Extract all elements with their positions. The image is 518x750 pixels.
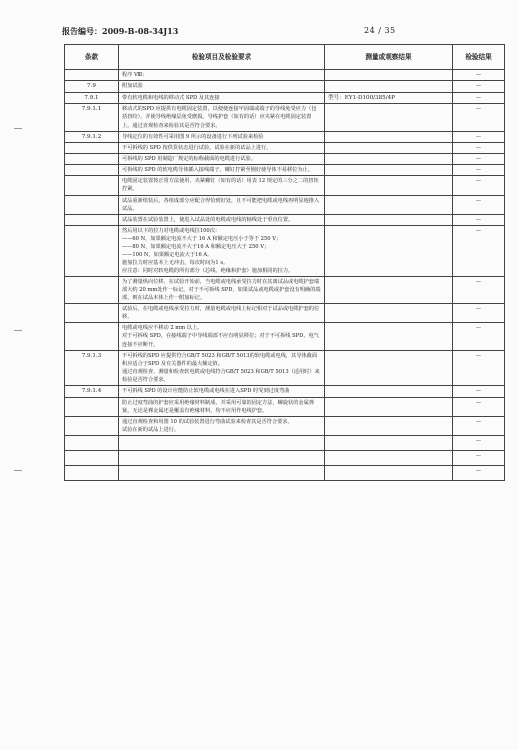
requirement-cell: 不可拆线 SPD 的设计应能防止软电缆或电线在进入SPD 时受到过度弯曲: [119, 385, 325, 397]
verdict-cell: —: [453, 70, 505, 81]
verdict-cell: —: [453, 450, 505, 465]
page-number: 24 / 35: [364, 26, 396, 35]
requirement-cell: 不可拆线的 SPD 按供货状态进行试验，试验在新的试品上进行。: [119, 143, 325, 154]
clause-cell: [65, 435, 119, 450]
requirement-cell: 可拆线的 SPD 的软电缆导体插入接线端子，螺钉拧紧至刚好使导体不易移位为止。: [119, 165, 325, 176]
verdict-cell: —: [453, 154, 505, 165]
verdict-cell: —: [453, 195, 505, 214]
margin-mark: [14, 470, 22, 471]
requirement-cell: 防止过度弯曲的护套应采用绝缘材料制成，并采用可靠的固定方法，螺旋状的金属弹簧，无论是裸金属还是覆盖有绝缘材料，均不应用作电线护套。: [119, 397, 325, 416]
table-row: [65, 92, 505, 104]
col-header-result: 测量或观察结果: [325, 45, 453, 70]
table-row: [65, 416, 505, 435]
verdict-cell: —: [453, 143, 505, 154]
requirement-cell: [119, 435, 325, 450]
table-row: [65, 214, 505, 225]
clause-cell: [65, 154, 119, 165]
clause-cell: [65, 165, 119, 176]
verdict-cell: —: [453, 92, 505, 104]
clause-cell: 7.9.1.1: [65, 104, 119, 131]
clause-cell: [65, 465, 119, 480]
clause-cell: [65, 397, 119, 416]
verdict-cell: —: [453, 323, 505, 350]
verdict-cell: —: [453, 416, 505, 435]
clause-cell: [65, 143, 119, 154]
verdict-cell: —: [453, 304, 505, 323]
table-row: [65, 323, 505, 350]
table-row: [65, 81, 505, 93]
col-header-clause: 条款: [65, 45, 119, 70]
verdict-cell: —: [453, 277, 505, 304]
clause-cell: [65, 70, 119, 81]
result-cell: [325, 195, 453, 214]
table-row: [65, 70, 505, 81]
table-row: [65, 165, 505, 176]
verdict-cell: —: [453, 465, 505, 480]
requirement-cell: 程序 Ⅷ：: [119, 70, 325, 81]
col-header-requirement: 检验项目及检验要求: [119, 45, 325, 70]
report-number: 报告编号：2009-B-08-34J13: [62, 26, 179, 36]
margin-mark: [14, 128, 22, 129]
verdict-cell: —: [453, 81, 505, 93]
report-header: [22, 26, 492, 40]
table-row: [65, 195, 505, 214]
table-row: [65, 154, 505, 165]
result-cell: [325, 104, 453, 131]
result-cell: [325, 397, 453, 416]
table-row: [65, 450, 505, 465]
clause-cell: [65, 195, 119, 214]
table-row: [65, 131, 505, 143]
clause-cell: [65, 225, 119, 276]
result-cell: [325, 416, 453, 435]
clause-cell: 7.9.1: [65, 92, 119, 104]
col-header-verdict: 检验结果: [453, 45, 505, 70]
table-row: [65, 176, 505, 195]
requirement-cell: [119, 450, 325, 465]
requirement-cell: 带有软电缆和电线的移动式 SPD 及其连接: [119, 92, 325, 104]
requirement-cell: 为了测量纵向位移，在试验开始前，当电缆或电线承受拉力时在其离试品或电缆护套端部大约 20 mm处作一标记。对于不可拆线 SPD，如果试品或电缆或护套没有明确的端部，则在试品本体上作一附加标记。: [119, 277, 325, 304]
margin-mark: [14, 330, 22, 331]
requirement-cell: 试品重新组装后，各组成部分应配合得恰到好处，且不可能把电缆或电线再明显地推入试品。: [119, 195, 325, 214]
clause-cell: [65, 277, 119, 304]
clause-cell: 7.9.1.3: [65, 350, 119, 385]
requirement-cell: 电缆固定装置按正常方法使用，夹紧螺钉（如有的话）用表 12 规定的三分之二的扭矩拧紧。: [119, 176, 325, 195]
clause-cell: [65, 214, 119, 225]
verdict-cell: —: [453, 225, 505, 276]
verdict-cell: —: [453, 214, 505, 225]
table-row: [65, 277, 505, 304]
table-row: [65, 397, 505, 416]
requirement-cell: 电缆或电线应不移动 2 mm 以上。 对于可拆线 SPD，在接线端子中导线端部不应有明显移位；对于不可拆线 SPD，电气连接不应断开。: [119, 323, 325, 350]
verdict-cell: —: [453, 385, 505, 397]
verdict-cell: —: [453, 350, 505, 385]
requirement-cell: 然后用以下的拉力对电缆或电线拉100次： ——60 N，如果额定电流不大于 16 A 和额定电压小于等于 250 V； ——80 N，如果额定电流不大于16 A 和额定电压大于 250 V； ——100 N，如果额定电流大于16 A。 施加拉力时应基本上无冲击，每次时间为1 s。 应注意：同时对软电缆的所有部分（芯线、绝缘和护套）施加相同的拉力。: [119, 225, 325, 276]
table-row: [65, 143, 505, 154]
clause-cell: 7.9.1.2: [65, 131, 119, 143]
requirement-cell: 试品装置在试验装置上，使进入试品处的电缆或电线的轴线处于垂直位置。: [119, 214, 325, 225]
verdict-cell: —: [453, 397, 505, 416]
result-cell: [325, 225, 453, 276]
requirement-cell: 可拆线的 SPD 用制造厂规定的标称截面的电缆进行试验。: [119, 154, 325, 165]
result-cell: [325, 435, 453, 450]
result-cell: [325, 165, 453, 176]
result-cell: [325, 143, 453, 154]
requirement-cell: 试验后，在电缆或电线承受拉力时，测量电缆或电线上标记相对于试品或电缆护套的位移。: [119, 304, 325, 323]
result-cell: [325, 81, 453, 93]
table-row: [65, 304, 505, 323]
requirement-cell: 附加试验: [119, 81, 325, 93]
result-cell: [325, 304, 453, 323]
result-cell: [325, 176, 453, 195]
table-row: [65, 465, 505, 480]
table-row: [65, 225, 505, 276]
verdict-cell: —: [453, 165, 505, 176]
result-cell: [325, 131, 453, 143]
verdict-cell: —: [453, 104, 505, 131]
clause-cell: [65, 450, 119, 465]
requirement-cell: 通过直观检查和用图 10 的试验装置进行弯曲试验来检查其是否符合要求。 试验在新的试品上进行。: [119, 416, 325, 435]
clause-cell: 7.9.1.4: [65, 385, 119, 397]
result-cell: [325, 214, 453, 225]
result-cell: [325, 350, 453, 385]
table-row: [65, 104, 505, 131]
clause-cell: 7.9: [65, 81, 119, 93]
requirement-cell: 移动式的SPD 应提供有电缆固定装置，以便使连接牢固端或端子的导线免受应力（包括扭绞），并使导线绝缘层免受磨损。导线护套（如有的话）应夹紧在电缆固定装置上。通过直观检查来检验其是否符合要求。: [119, 104, 325, 131]
requirement-cell: 不可拆线的SPD 应提供符合GB/T 5023 和GB/T 5013的软电缆或电线，其导体截面积应适合于SPD 及有关器件的最大额定值。 通过直观检查、测量和检查软电缆或电线符合GB/T 5023 和GB/T 5013（适用时）来检验是否符合要求。: [119, 350, 325, 385]
verdict-cell: —: [453, 176, 505, 195]
verdict-cell: —: [453, 131, 505, 143]
result-cell: [325, 277, 453, 304]
clause-cell: [65, 304, 119, 323]
table-row: [65, 350, 505, 385]
verdict-cell: —: [453, 435, 505, 450]
result-cell: 型号：EY1-D100/385/4P: [325, 92, 453, 104]
table-row: [65, 385, 505, 397]
result-cell: [325, 450, 453, 465]
table-row: [65, 435, 505, 450]
inspection-table: [64, 44, 505, 481]
result-cell: [325, 154, 453, 165]
table-header-row: [65, 45, 505, 70]
requirement-cell: [119, 465, 325, 480]
clause-cell: [65, 323, 119, 350]
requirement-cell: 导线定位的有效性可采用图 9 所示的设备进行下列试验来检验: [119, 131, 325, 143]
clause-cell: [65, 416, 119, 435]
result-cell: [325, 465, 453, 480]
result-cell: [325, 323, 453, 350]
result-cell: [325, 70, 453, 81]
clause-cell: [65, 176, 119, 195]
result-cell: [325, 385, 453, 397]
